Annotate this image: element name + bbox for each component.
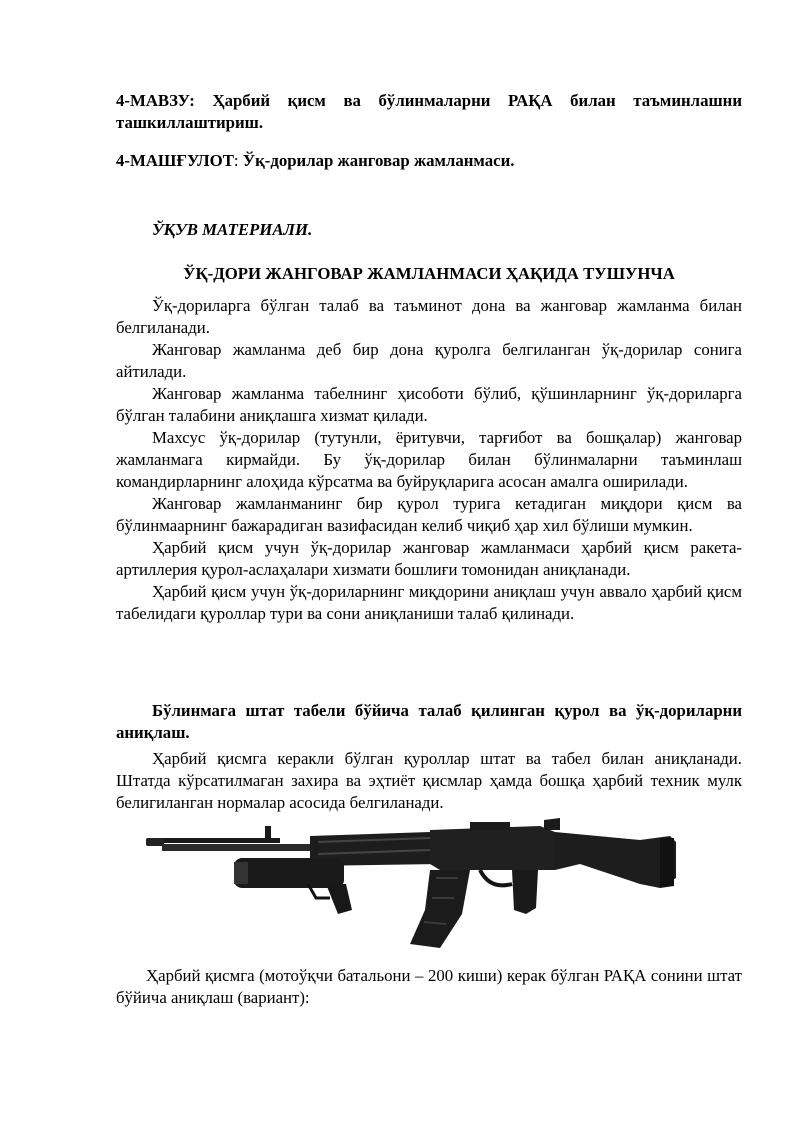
closing-paragraph: Ҳарбий қисмга (мотоўқчи батальони – 200 киши) керак бўлган РАҚА сонини штат бўйича аниқлаш (вариант): — [116, 966, 742, 1007]
subheading — [116, 700, 742, 744]
lesson-text: Ўқ-дорилар жанговар жамланмаси. — [238, 151, 515, 170]
topic-label: 4-МАВЗУ: — [116, 91, 195, 110]
rifle-with-grenade-launcher-icon — [140, 818, 680, 963]
subsection-body — [116, 748, 742, 814]
subheading-text: Бўлинмага штат табели бўйича талаб қилинган қурол ва ўқ-дориларни аниқлаш. — [116, 701, 742, 742]
lesson-title — [116, 150, 742, 172]
material-heading: ЎҚУВ МАТЕРИАЛИ. — [152, 220, 313, 239]
closing-section — [116, 965, 742, 1009]
paragraph: Жанговар жамланма табелнинг ҳисоботи бўлиб, қўшинларнинг ўқ-дориларга бўлган талабини аниқлашга хизмат қилади. — [116, 384, 742, 425]
paragraph: Жанговар жамланманинг бир қурол турига кетадиган миқдори қисм ва бўлинмаарнинг бажарадиган вазифасидан келиб чиқиб ҳар хил бўлиши мумкин. — [116, 494, 742, 535]
paragraph: Жанговар жамланма деб бир дона қуролга белгиланган ўқ-дорилар сонига айтилади. — [116, 340, 742, 381]
lesson-colon: : — [233, 151, 239, 170]
paragraph: Ўқ-дориларга бўлган талаб ва таъминот дона ва жанговар жамланма билан белгиланади. — [116, 296, 742, 337]
section-heading: ЎҚ-ДОРИ ЖАНГОВАР ЖАМЛАНМАСИ ҲАҚИДА ТУШУНЧА — [183, 264, 675, 283]
topic-title — [116, 90, 742, 134]
paragraph: Ҳарбий қисмга керакли бўлган қуроллар штат ва табел билан аниқланади. Штатда кўрсатилмаган захира ва эҳтиёт қисмлар ҳамда бошқа ҳарбий техник мулк белигиланган нормалар асосида белгиланади. — [116, 749, 742, 812]
lesson-label: 4-МАШҒУЛОТ — [116, 151, 234, 170]
topic-text: Ҳарбий қисм ва бўлинмаларни РАҚА билан таъминлашни ташкиллаштириш. — [116, 91, 742, 132]
paragraph: Ҳарбий қисм учун ўқ-дориларнинг миқдорини аниқлаш учун аввало ҳарбий қисм табелидаги қуроллар тури ва сони аниқланиши талаб қилинади. — [116, 582, 742, 623]
paragraph: Ҳарбий қисм учун ўқ-дорилар жанговар жамланмаси ҳарбий қисм ракета-артиллерия қурол-аслаҳалари хизмати бошлиғи томонидан аниқланади. — [116, 538, 742, 579]
body-paragraphs — [116, 295, 742, 625]
paragraph: Махсус ўқ-дорилар (тутунли, ёритувчи, тарғибот ва бошқалар) жанговар жамланмага кирмайди. Бу ўқ-дорилар билан бўлинмаларни таъминлаш командирларнинг алоҳида кўрсатма ва буйруқларига асосан амалга оширилади. — [116, 428, 742, 491]
